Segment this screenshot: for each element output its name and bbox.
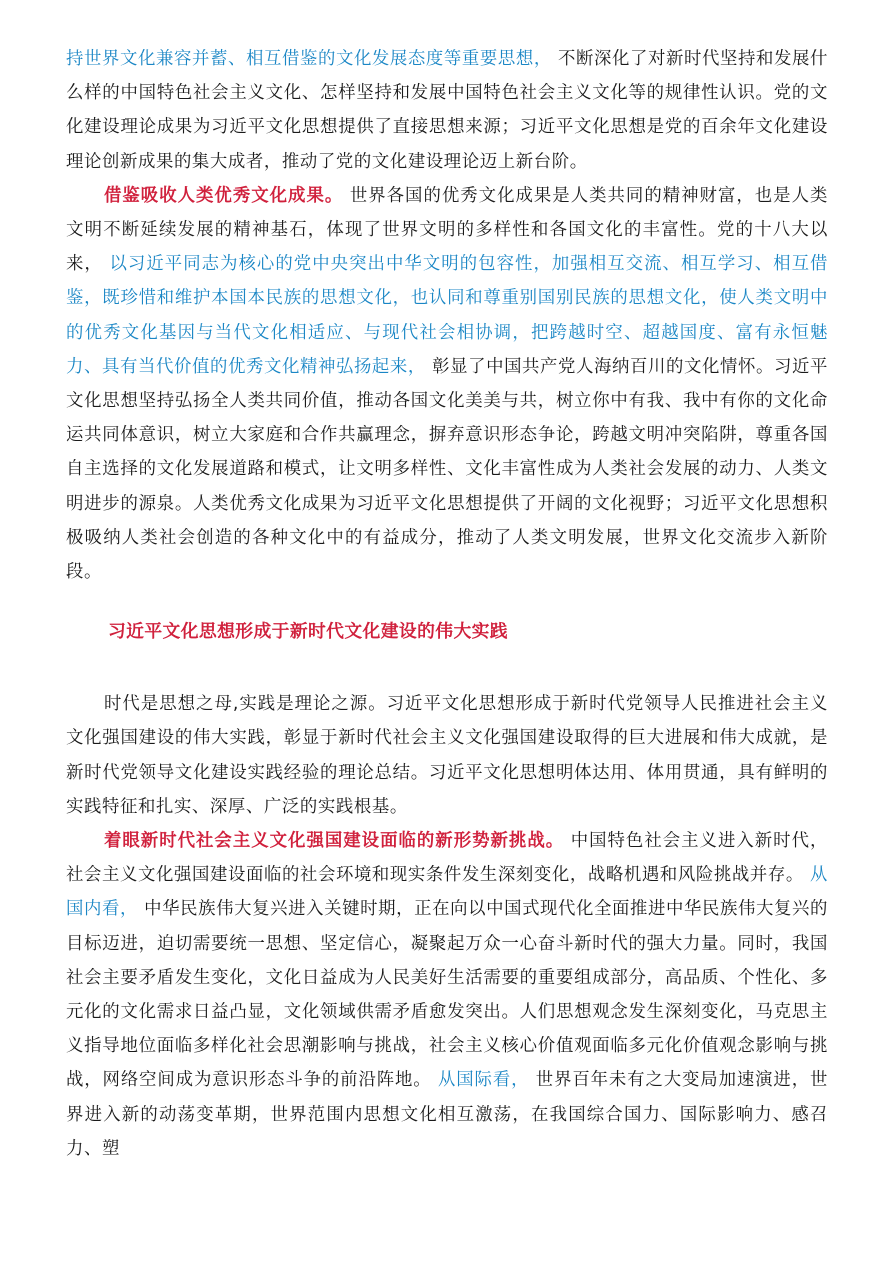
paragraph-1 [66, 42, 828, 179]
paragraph-text: 彰显了中国共产党人海纳百川的文化情怀。习近平文化思想坚持弘扬全人类共同价值，推动各国文化美美与共，树立你中有我、我中有你的文化命运共同体意识，树立大家庭和合作共赢理念，摒弃意识形态争论，跨越文明冲突陷阱，尊重各国自主选择的文化发展道路和模式，让文明多样性、文化丰富性成为人类社会发展的动力、人类文明进步的源泉。人类优秀文化成果为习近平文化思想提供了开阔的文化视野；习近平文化思想积极吸纳人类社会创造的各种文化中的有益成分，推动了人类文明发展，世界文化交流步入新阶段。 [66, 356, 828, 583]
section-spacer [66, 649, 828, 687]
paragraph-text: 世界各国的优秀文化成果是人类共同的精神财富，也是人类文明不断延续发展的精神基石，体现了世界文明的多样性和各国文化的丰富性。党的十八大以来， [66, 185, 828, 275]
section-heading: 习近平文化思想形成于新时代文化建设的伟大实践 [108, 621, 508, 643]
paragraph-3: 时代是思想之母,实践是理论之源。习近平文化思想形成于新时代党领导人民推进社会主义文化强国建设的伟大实践，彰显于新时代社会主义文化强国建设取得的巨大进展和伟大成就，是新时代党领导文化建设实践经验的理论总结。习近平文化思想明体达用、体用贯通，具有鲜明的实践特征和扎实、深厚、广泛的实践根基。 [66, 694, 828, 817]
article-body [66, 42, 828, 1166]
paragraph-4 [66, 824, 828, 1166]
highlighted-phrase: 从国内看， [66, 865, 828, 920]
highlighted-phrase: 持世界文化兼容并蓄、相互借鉴的文化发展态度等重要思想， [66, 49, 552, 69]
paragraph-text: 不断深化了对新时代坚持和发展什么样的中国特色社会主义文化、怎样坚持和发展中国特色社会主义文化等的规律性认识。党的文化建设理论成果为习近平文化思想提供了直接思想来源；习近平文化思想是党的百余年文化建设理论创新成果的集大成者，推动了党的文化建设理论迈上新台阶。 [66, 49, 828, 172]
paragraph-text: 中国特色社会主义进入新时代，社会主义文化强国建设面临的社会环境和现实条件发生深刻变化，战略机遇和风险挑战并存。 [66, 831, 828, 886]
paragraph-2 [66, 179, 828, 589]
paragraph-lead: 借鉴吸收人类优秀文化成果。 [104, 185, 344, 206]
highlighted-phrase: 以习近平同志为核心的党中央突出中华文明的包容性，加强相互交流、相互学习、相互借鉴，既珍惜和维护本国本民族的思想文化，也认同和尊重别国别民族的思想文化，使人类文明中的优秀文化基因与当代文化相适应、与现代社会相协调，把跨越时空、超越国度、富有永恒魅力、具有当代价值的优秀文化精神弘扬起来， [66, 254, 828, 377]
paragraph-text: 世界百年未有之大变局加速演进，世界进入新的动荡变革期，世界范围内思想文化相互激荡，在我国综合国力、国际影响力、感召力、塑 [66, 1070, 828, 1159]
highlighted-phrase: 从国际看， [437, 1070, 530, 1091]
paragraph-lead: 着眼新时代社会主义文化强国建设面临的新形势新挑战。 [104, 831, 565, 852]
paragraph-text: 中华民族伟大复兴进入关键时期，正在向以中国式现代化全面推进中华民族伟大复兴的目标迈进，迫切需要统一思想、坚定信心，凝聚起万众一心奋斗新时代的强大力量。同时，我国社会主要矛盾发生变化，文化日益成为人民美好生活需要的重要组成部分，高品质、个性化、多元化的文化需求日益凸显，文化领域供需矛盾愈发突出。人们思想观念发生深刻变化，马克思主义指导地位面临多样化社会思潮影响与挑战，社会主义核心价值观面临多元化价值观念影响与挑战，网络空间成为意识形态斗争的前沿阵地。 [66, 899, 828, 1091]
